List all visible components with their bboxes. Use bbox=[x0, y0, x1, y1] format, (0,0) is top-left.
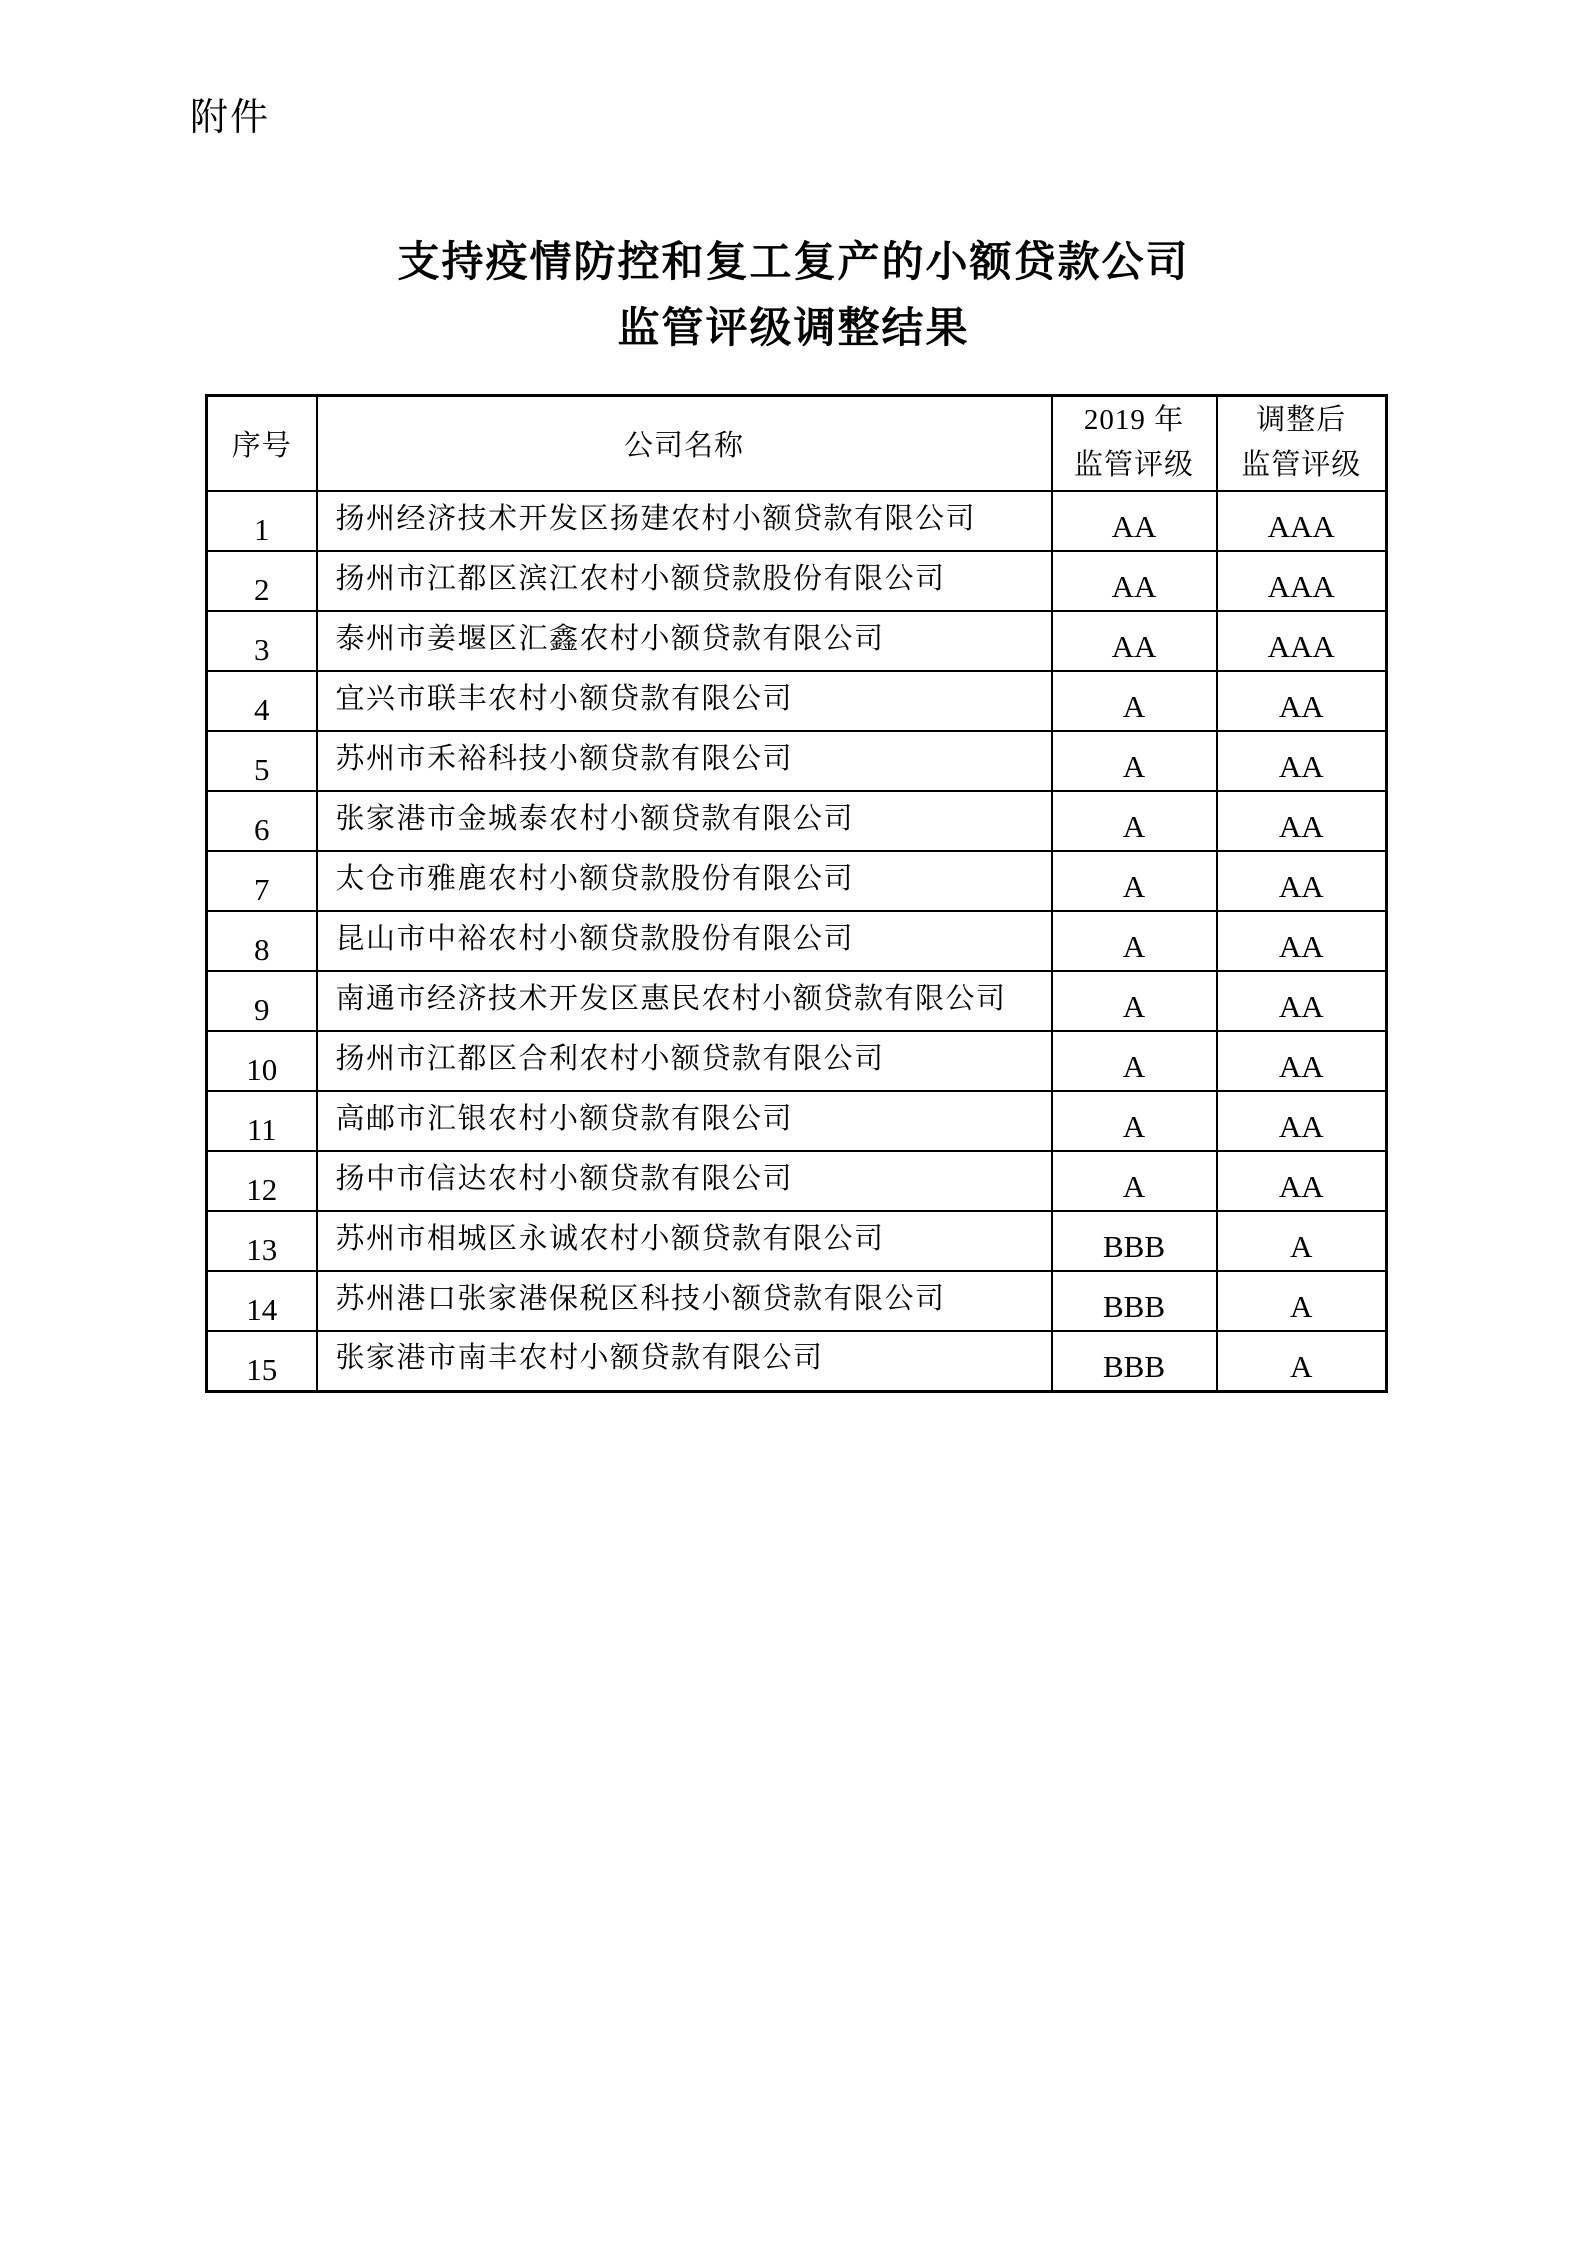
row-index-cell: 14 bbox=[207, 1271, 317, 1331]
rating-adjusted-cell: A bbox=[1217, 1211, 1387, 1271]
row-index-cell: 6 bbox=[207, 791, 317, 851]
company-name-cell: 太仓市雅鹿农村小额贷款股份有限公司 bbox=[317, 851, 1052, 911]
table-row bbox=[207, 1031, 1387, 1091]
company-name-cell: 张家港市南丰农村小额贷款有限公司 bbox=[317, 1331, 1052, 1391]
rating-adjusted-cell: AA bbox=[1217, 731, 1387, 791]
header-rating-2019-line2: 监管评级 bbox=[1073, 449, 1194, 482]
title-line-2: 监管评级调整结果 bbox=[617, 305, 970, 352]
rating-adjusted-cell: AAA bbox=[1217, 551, 1387, 611]
row-index-cell: 4 bbox=[207, 671, 317, 731]
rating-2019-cell: A bbox=[1052, 911, 1217, 971]
company-name-cell: 昆山市中裕农村小额贷款股份有限公司 bbox=[317, 911, 1052, 971]
rating-2019-cell: A bbox=[1052, 971, 1217, 1031]
rating-adjusted-cell: AA bbox=[1217, 971, 1387, 1031]
table-row bbox=[207, 791, 1387, 851]
company-name-cell: 扬中市信达农村小额贷款有限公司 bbox=[317, 1151, 1052, 1211]
row-index-cell: 7 bbox=[207, 851, 317, 911]
row-index-cell: 11 bbox=[207, 1091, 317, 1151]
table-row bbox=[207, 551, 1387, 611]
row-index-cell: 5 bbox=[207, 731, 317, 791]
rating-adjusted-cell: AAA bbox=[1217, 611, 1387, 671]
rating-table bbox=[205, 394, 1388, 1393]
rating-2019-cell: A bbox=[1052, 1151, 1217, 1211]
header-rating-adjusted-line1: 调整后 bbox=[1256, 404, 1347, 437]
rating-2019-cell: AA bbox=[1052, 611, 1217, 671]
rating-adjusted-cell: AA bbox=[1217, 851, 1387, 911]
table-row bbox=[207, 611, 1387, 671]
company-name-cell: 扬州市江都区滨江农村小额贷款股份有限公司 bbox=[317, 551, 1052, 611]
rating-2019-cell: BBB bbox=[1052, 1271, 1217, 1331]
table-row bbox=[207, 911, 1387, 971]
rating-adjusted-cell: A bbox=[1217, 1331, 1387, 1391]
company-name-cell: 张家港市金城泰农村小额贷款有限公司 bbox=[317, 791, 1052, 851]
table-row bbox=[207, 491, 1387, 551]
company-name-cell: 泰州市姜堰区汇鑫农村小额贷款有限公司 bbox=[317, 611, 1052, 671]
rating-adjusted-cell: AA bbox=[1217, 911, 1387, 971]
rating-adjusted-cell: AAA bbox=[1217, 491, 1387, 551]
rating-adjusted-cell: A bbox=[1217, 1271, 1387, 1331]
row-index-cell: 15 bbox=[207, 1331, 317, 1391]
row-index-cell: 10 bbox=[207, 1031, 317, 1091]
table-row bbox=[207, 1151, 1387, 1211]
header-rating-adjusted bbox=[1217, 395, 1387, 491]
rating-2019-cell: AA bbox=[1052, 491, 1217, 551]
table-row bbox=[207, 851, 1387, 911]
header-index: 序号 bbox=[207, 395, 317, 491]
rating-2019-cell: BBB bbox=[1052, 1331, 1217, 1391]
rating-2019-cell: AA bbox=[1052, 551, 1217, 611]
table-header-row bbox=[207, 395, 1387, 491]
rating-adjusted-cell: AA bbox=[1217, 1091, 1387, 1151]
rating-2019-cell: A bbox=[1052, 791, 1217, 851]
header-rating-2019 bbox=[1052, 395, 1217, 491]
company-name-cell: 苏州市相城区永诚农村小额贷款有限公司 bbox=[317, 1211, 1052, 1271]
rating-2019-cell: A bbox=[1052, 671, 1217, 731]
row-index-cell: 3 bbox=[207, 611, 317, 671]
rating-adjusted-cell: AA bbox=[1217, 1031, 1387, 1091]
rating-adjusted-cell: AA bbox=[1217, 671, 1387, 731]
row-index-cell: 2 bbox=[207, 551, 317, 611]
table-row bbox=[207, 1331, 1387, 1391]
table-body bbox=[207, 491, 1387, 1391]
table-row bbox=[207, 971, 1387, 1031]
company-name-cell: 扬州市江都区合利农村小额贷款有限公司 bbox=[317, 1031, 1052, 1091]
rating-adjusted-cell: AA bbox=[1217, 791, 1387, 851]
company-name-cell: 南通市经济技术开发区惠民农村小额贷款有限公司 bbox=[317, 971, 1052, 1031]
company-name-cell: 苏州港口张家港保税区科技小额贷款有限公司 bbox=[317, 1271, 1052, 1331]
row-index-cell: 13 bbox=[207, 1211, 317, 1271]
header-company-name: 公司名称 bbox=[317, 395, 1052, 491]
rating-2019-cell: BBB bbox=[1052, 1211, 1217, 1271]
attachment-label: 附件 bbox=[190, 95, 271, 139]
table-row bbox=[207, 1271, 1387, 1331]
table-row bbox=[207, 1091, 1387, 1151]
header-rating-2019-line1: 2019 年 bbox=[1083, 404, 1185, 437]
rating-2019-cell: A bbox=[1052, 1031, 1217, 1091]
rating-2019-cell: A bbox=[1052, 731, 1217, 791]
row-index-cell: 8 bbox=[207, 911, 317, 971]
title-line-1: 支持疫情防控和复工复产的小额贷款公司 bbox=[397, 239, 1190, 286]
row-index-cell: 9 bbox=[207, 971, 317, 1031]
company-name-cell: 苏州市禾裕科技小额贷款有限公司 bbox=[317, 731, 1052, 791]
row-index-cell: 1 bbox=[207, 491, 317, 551]
rating-adjusted-cell: AA bbox=[1217, 1151, 1387, 1211]
table-row bbox=[207, 1211, 1387, 1271]
header-rating-adjusted-line2: 监管评级 bbox=[1241, 449, 1362, 482]
company-name-cell: 扬州经济技术开发区扬建农村小额贷款有限公司 bbox=[317, 491, 1052, 551]
document-title bbox=[0, 230, 1587, 362]
company-name-cell: 宜兴市联丰农村小额贷款有限公司 bbox=[317, 671, 1052, 731]
rating-2019-cell: A bbox=[1052, 851, 1217, 911]
rating-2019-cell: A bbox=[1052, 1091, 1217, 1151]
row-index-cell: 12 bbox=[207, 1151, 317, 1211]
table-row bbox=[207, 671, 1387, 731]
company-name-cell: 高邮市汇银农村小额贷款有限公司 bbox=[317, 1091, 1052, 1151]
table-row bbox=[207, 731, 1387, 791]
